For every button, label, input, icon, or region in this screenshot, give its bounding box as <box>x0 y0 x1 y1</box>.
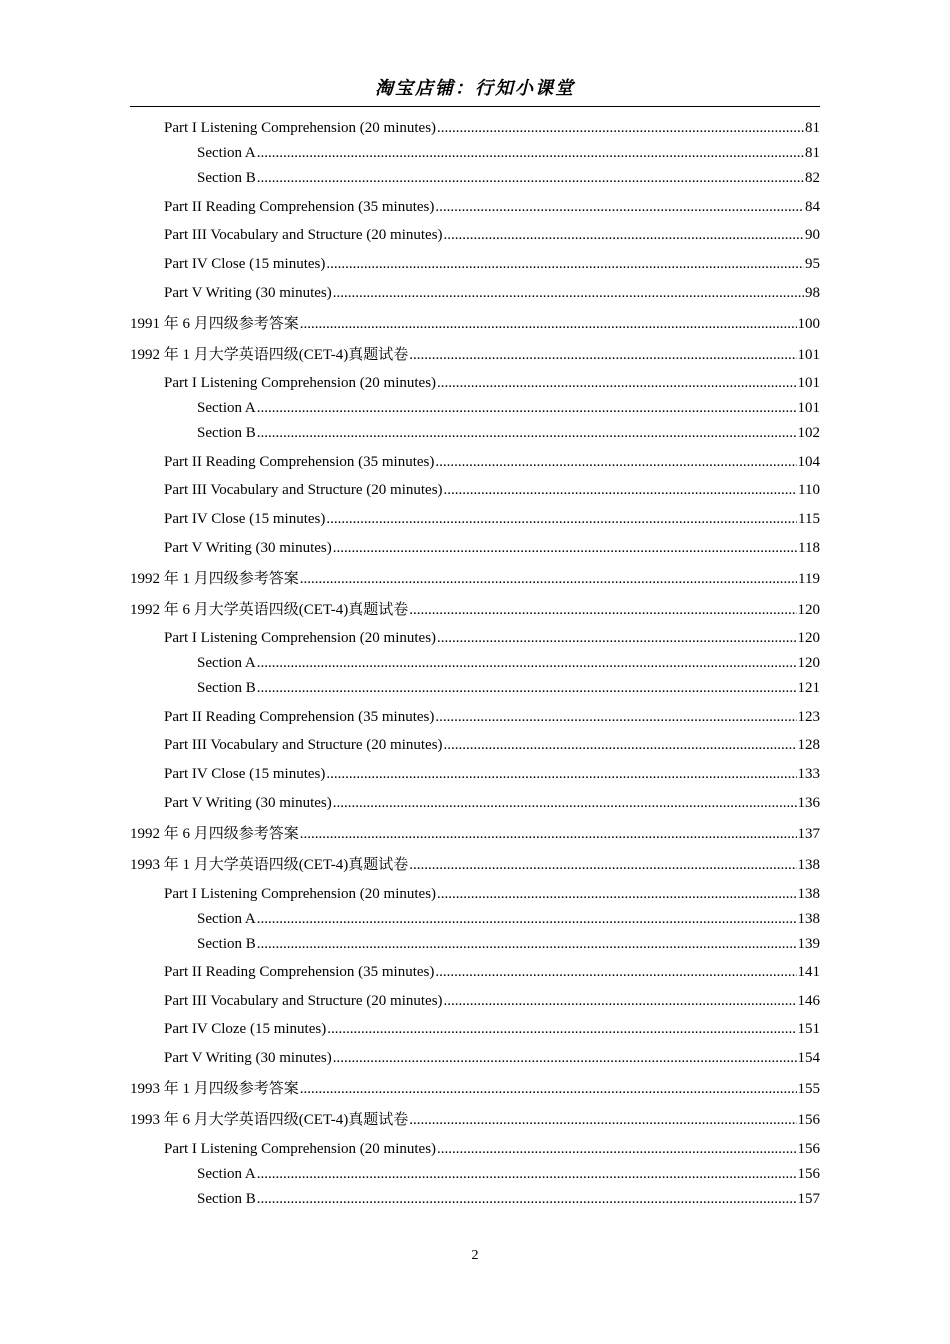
toc-entry-title: Part I Listening Comprehension (20 minutes) <box>164 375 437 391</box>
toc-entry-title: 1992 年 1 月四级参考答案 <box>130 571 299 587</box>
toc-entry-title: 1992 年 1 月大学英语四级(CET-4)真题试卷 <box>130 347 409 363</box>
toc-entry-page: 101 <box>797 375 820 391</box>
toc-entry-page: 146 <box>797 993 820 1009</box>
toc-entry-title: Part IV Close (15 minutes) <box>164 256 326 272</box>
toc-entry-title: Section B <box>197 936 256 952</box>
toc-dot-leader <box>257 144 804 162</box>
toc-entry-page: 120 <box>797 630 820 646</box>
toc-entry-title: Part II Reading Comprehension (35 minutes) <box>164 454 435 470</box>
toc-dot-leader <box>257 169 804 187</box>
toc-entry[interactable] <box>164 794 820 812</box>
toc-dot-leader <box>300 825 797 843</box>
toc-entry-page: 102 <box>797 425 820 441</box>
toc-entry-title: Part I Listening Comprehension (20 minutes) <box>164 120 437 136</box>
toc-entry[interactable] <box>164 481 820 499</box>
toc-entry[interactable] <box>197 1165 820 1183</box>
toc-entry[interactable] <box>164 119 820 137</box>
toc-entry[interactable] <box>130 346 820 364</box>
toc-entry-title: 1991 年 6 月四级参考答案 <box>130 316 299 332</box>
toc-entry[interactable] <box>164 510 820 528</box>
toc-entry-title: Part III Vocabulary and Structure (20 minutes) <box>164 482 443 498</box>
toc-entry[interactable] <box>197 144 820 162</box>
toc-dot-leader <box>435 708 796 726</box>
toc-entry-title: Section A <box>197 655 256 671</box>
toc-dot-leader <box>300 570 797 588</box>
toc-dot-leader <box>409 1111 796 1129</box>
toc-entry[interactable] <box>197 1190 820 1208</box>
toc-dot-leader <box>435 963 796 981</box>
toc-entry-page: 123 <box>797 709 820 725</box>
toc-entry[interactable] <box>164 453 820 471</box>
toc-dot-leader <box>257 399 797 417</box>
toc-entry-title: Part V Writing (30 minutes) <box>164 795 332 811</box>
toc-entry-title: Part II Reading Comprehension (35 minutes) <box>164 199 435 215</box>
toc-dot-leader <box>409 601 796 619</box>
toc-entry[interactable] <box>197 935 820 953</box>
toc-entry-page: 156 <box>797 1141 820 1157</box>
toc-entry-page: 120 <box>797 602 820 618</box>
toc-dot-leader <box>444 736 797 754</box>
toc-dot-leader <box>300 315 797 333</box>
toc-entry[interactable] <box>197 169 820 187</box>
toc-dot-leader <box>333 794 797 812</box>
toc-entry-title: 1992 年 6 月大学英语四级(CET-4)真题试卷 <box>130 602 409 618</box>
toc-entry[interactable] <box>164 963 820 981</box>
toc-entry-title: Section A <box>197 911 256 927</box>
toc-entry-page: 98 <box>805 285 820 301</box>
toc-entry-title: Part I Listening Comprehension (20 minutes) <box>164 630 437 646</box>
toc-entry-page: 110 <box>798 482 820 498</box>
toc-entry-page: 139 <box>797 936 820 952</box>
toc-dot-leader <box>257 1165 797 1183</box>
toc-dot-leader <box>435 453 796 471</box>
toc-entry[interactable] <box>197 399 820 417</box>
toc-entry-page: 120 <box>797 655 820 671</box>
toc-entry-title: Part III Vocabulary and Structure (20 minutes) <box>164 993 443 1009</box>
toc-dot-leader <box>257 910 797 928</box>
toc-dot-leader <box>257 679 797 697</box>
toc-entry[interactable] <box>197 424 820 442</box>
toc-entry[interactable] <box>164 992 820 1010</box>
toc-entry-page: 118 <box>798 540 820 556</box>
toc-entry[interactable] <box>164 255 820 273</box>
toc-dot-leader <box>437 885 796 903</box>
toc-dot-leader <box>257 935 797 953</box>
toc-entry-page: 82 <box>805 170 820 186</box>
toc-entry-page: 138 <box>797 911 820 927</box>
page-header-title: 淘宝店铺：行知小课堂 <box>375 78 575 99</box>
toc-dot-leader <box>437 119 804 137</box>
toc-dot-leader <box>437 374 796 392</box>
toc-dot-leader <box>257 1190 797 1208</box>
toc-dot-leader <box>409 346 796 364</box>
toc-entry-page: 81 <box>805 145 820 161</box>
toc-dot-leader <box>444 226 804 244</box>
toc-entry-title: Section B <box>197 1191 256 1207</box>
toc-entry-title: Part V Writing (30 minutes) <box>164 1050 332 1066</box>
toc-entry[interactable] <box>164 539 820 557</box>
toc-entry-page: 101 <box>797 347 820 363</box>
toc-entry[interactable] <box>197 910 820 928</box>
toc-dot-leader <box>333 1049 797 1067</box>
toc-dot-leader <box>333 284 804 302</box>
toc-entry[interactable] <box>164 1140 820 1158</box>
toc-dot-leader <box>326 510 797 528</box>
toc-entry[interactable] <box>164 885 820 903</box>
toc-entry-page: 115 <box>798 511 820 527</box>
toc-dot-leader <box>409 856 796 874</box>
toc-entry[interactable] <box>130 825 820 843</box>
toc-entry[interactable] <box>164 226 820 244</box>
toc-entry[interactable] <box>164 198 820 216</box>
toc-entry-title: Part V Writing (30 minutes) <box>164 285 332 301</box>
toc-entry-page: 138 <box>797 886 820 902</box>
toc-entry-title: Part I Listening Comprehension (20 minutes) <box>164 886 437 902</box>
toc-dot-leader <box>257 424 797 442</box>
toc-entry[interactable] <box>164 629 820 647</box>
toc-entry-title: Section B <box>197 680 256 696</box>
toc-entry-title: Part IV Cloze (15 minutes) <box>164 1021 327 1037</box>
toc-dot-leader <box>435 198 804 216</box>
toc-entry-title: Part II Reading Comprehension (35 minutes) <box>164 709 435 725</box>
toc-entry-title: Part II Reading Comprehension (35 minutes) <box>164 964 435 980</box>
toc-entry-title: Section A <box>197 400 256 416</box>
toc-entry-title: Section A <box>197 145 256 161</box>
toc-entry-page: 157 <box>797 1191 820 1207</box>
toc-entry-title: Section A <box>197 1166 256 1182</box>
page-number: 2 <box>471 1248 479 1263</box>
toc-entry-page: 156 <box>797 1112 820 1128</box>
toc-entry-page: 95 <box>805 256 820 272</box>
toc-entry-title: Part V Writing (30 minutes) <box>164 540 332 556</box>
toc-dot-leader <box>300 1080 797 1098</box>
toc-dot-leader <box>257 654 797 672</box>
toc-entry-title: 1993 年 1 月四级参考答案 <box>130 1081 299 1097</box>
toc-entry-page: 154 <box>797 1050 820 1066</box>
toc-entry[interactable] <box>197 654 820 672</box>
toc-entry-page: 141 <box>797 964 820 980</box>
toc-entry-title: Section B <box>197 170 256 186</box>
toc-entry[interactable] <box>164 765 820 783</box>
toc-entry-title: 1992 年 6 月四级参考答案 <box>130 826 299 842</box>
toc-entry-page: 128 <box>797 737 820 753</box>
toc-entry-page: 138 <box>797 857 820 873</box>
toc-entry-title: Part IV Close (15 minutes) <box>164 511 326 527</box>
toc-entry[interactable] <box>164 374 820 392</box>
toc-entry-page: 155 <box>797 1081 820 1097</box>
toc-dot-leader <box>444 481 798 499</box>
toc-entry[interactable] <box>130 1111 820 1129</box>
toc-entry[interactable] <box>164 1049 820 1067</box>
toc-dot-leader <box>437 629 796 647</box>
toc-entry-title: Part IV Close (15 minutes) <box>164 766 326 782</box>
toc-entry[interactable] <box>130 1080 820 1098</box>
toc-dot-leader <box>326 255 804 273</box>
toc-entry-page: 84 <box>805 199 820 215</box>
toc-dot-leader <box>326 765 796 783</box>
toc-entry-page: 101 <box>797 400 820 416</box>
toc-entry[interactable] <box>164 736 820 754</box>
toc-entry-title: Part III Vocabulary and Structure (20 minutes) <box>164 737 443 753</box>
toc-dot-leader <box>437 1140 796 1158</box>
toc-entry-page: 119 <box>798 571 820 587</box>
toc-entry-page: 100 <box>797 316 820 332</box>
toc-entry-title: Section B <box>197 425 256 441</box>
toc-entry-page: 133 <box>797 766 820 782</box>
toc-entry[interactable] <box>164 1020 820 1038</box>
toc-entry[interactable] <box>197 679 820 697</box>
toc-entry-title: 1993 年 1 月大学英语四级(CET-4)真题试卷 <box>130 857 409 873</box>
toc-entry-page: 90 <box>805 227 820 243</box>
toc-entry-page: 151 <box>797 1021 820 1037</box>
toc-entry-page: 81 <box>805 120 820 136</box>
toc-entry[interactable] <box>130 570 820 588</box>
toc-dot-leader <box>327 1020 796 1038</box>
toc-dot-leader <box>333 539 797 557</box>
toc-entry[interactable] <box>130 315 820 333</box>
toc-entry[interactable] <box>164 708 820 726</box>
toc-entry-title: 1993 年 6 月大学英语四级(CET-4)真题试卷 <box>130 1112 409 1128</box>
toc-entry-page: 156 <box>797 1166 820 1182</box>
toc-entry-page: 121 <box>797 680 820 696</box>
toc-entry[interactable] <box>164 284 820 302</box>
toc-entry-title: Part III Vocabulary and Structure (20 minutes) <box>164 227 443 243</box>
toc-dot-leader <box>444 992 797 1010</box>
toc-entry-page: 137 <box>797 826 820 842</box>
toc-entry[interactable] <box>130 856 820 874</box>
toc-entry-title: Part I Listening Comprehension (20 minutes) <box>164 1141 437 1157</box>
toc-entry-page: 136 <box>797 795 820 811</box>
toc-entry-page: 104 <box>797 454 820 470</box>
toc-entry[interactable] <box>130 601 820 619</box>
